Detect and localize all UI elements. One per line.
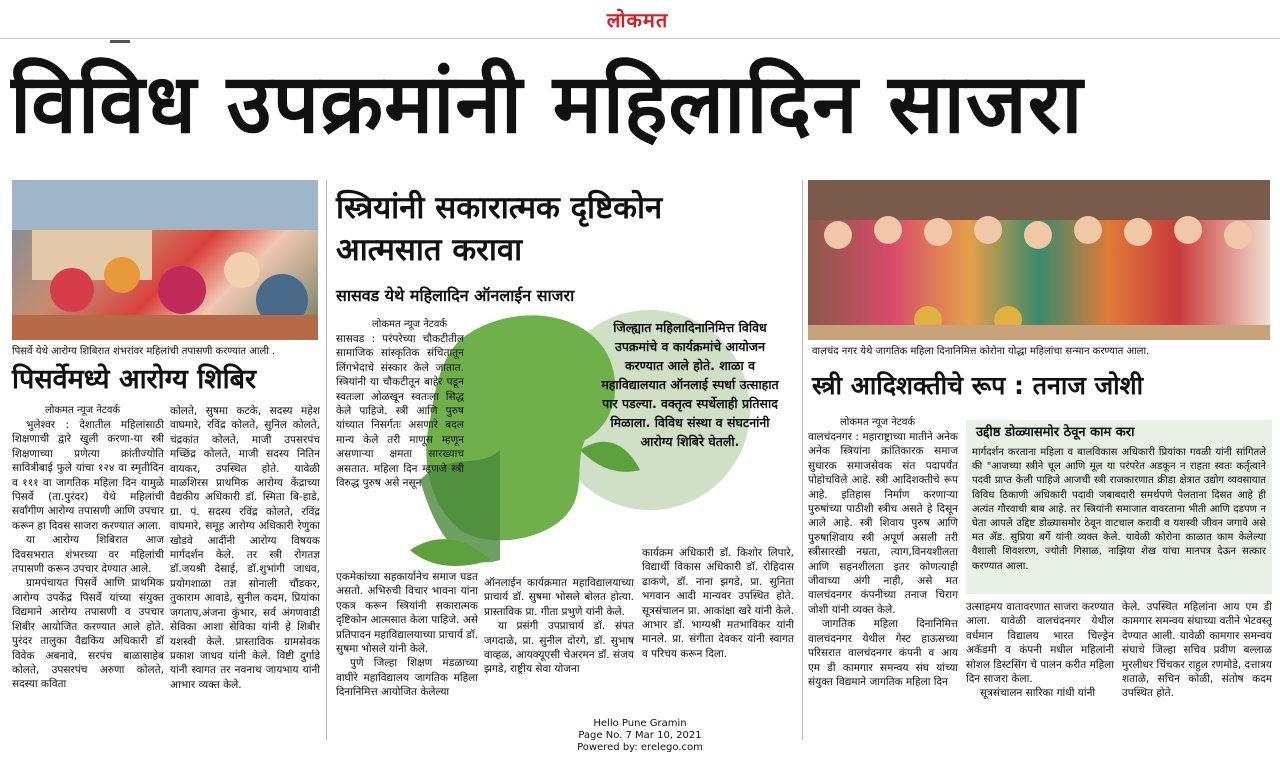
center-title-line-1: स्त्रियांनी सकारात्मक दृष्टिकोन (336, 190, 663, 226)
highlight-box-title: उद्दीष्ठ डोळ्यासमोर ठेवून काम करा (976, 425, 1135, 440)
left-paragraph: ग्रामपंचायत पिसर्वे आणि प्राथमिक आरोग्य उपकेंद्र पिसर्वे यांच्या संयुक्त विद्यमाने आरोग्य तपासणी व उपचार शिबीर आयोजित करण्यात आले होते. पुरंदर तालुका वैद्यकिय अधिकारी डॉ विवेक अबनावे, सरपंच बाळासाहेब कोलते, उपसरपंच अरुणा कोलते, सदस्या कविता (12, 577, 164, 691)
center-title-line-2: आत्मसात करावा (336, 232, 523, 268)
left-column-2 (170, 404, 320, 740)
center-paragraph: एकमेकांच्या सहकार्यानेच समाज घडत असतो. अभिरुची विचार भावना यांना एकत्र करून स्त्रियांनी सकारात्मक दृष्टिकोन आत्मसात केला पाहिजे. असे प्रतिपादन महाविद्यालयाच्या प्राचार्य डॉ. सुषमा भोसले यांनी केले. (336, 571, 478, 656)
right-paragraph: केले. उपस्थित महिलांना आय एम डी कामगार समन्वय संघाच्या वतीने भेटवस्तू देण्यात आली. यावेळी कामगार समन्वय संघाचे जिल्हा सचिव प्रवीण बल्लाळ मुरलीधर चिंचकर राहुल रणमोडे, दत्तात्रय शताळे, सचिन कोळी, संतोष कदम उपस्थित होते. (1122, 601, 1272, 700)
center-paragraph: सासवड : परंपरेच्या चौकटीतील सामाजिक सांस्कृतिक संचितातून लिंगभेदाचे संस्कार केले जातात. स्त्रियांनी या चौकटीतून बाहेर पडून स्वतःला ओळखून स्वतःला सिद्ध केले पाहिजे. स्त्री आणि पुरुष यांच्यात निसर्गतः असणारे बदल मान्य केले तरी माणूस म्हणून असणाऱ्या क्षमता सारख्याच असतात. महिला दिन म्हणजे स्त्री विरुद्ध पुरुष असे नसून (336, 333, 464, 490)
left-article-title: पिसर्वेमध्ये आरोग्य शिबिर (12, 364, 257, 395)
left-byline: लोकमत न्यूज नेटवर्क (45, 405, 121, 416)
center-paragraph: ऑनलाईन कार्यक्रमात महाविद्यालयाच्या प्राचार्य डॉ. सुषमा भोसले बोलत होत्या. प्रास्ताविक प्रा. गीता प्रभुणे यांनी केले. (484, 577, 634, 618)
column-divider (326, 180, 327, 740)
page-headline: विविध उपक्रमांनी महिलादिन साजरा (10, 57, 1084, 152)
right-column-3 (1122, 600, 1272, 740)
left-paragraph: या आरोग्य शिबिरात आज दिवसभरात शंभरच्या वर महिलांची तपासणी करून उपचार देण्यात आले. (12, 534, 164, 576)
center-paragraph: या प्रसंगी उपप्राचार्य डॉ. संपत जगदाळे, प्रा. सुनील दोरगे, डॉ. सुभाष वाव्हळ, आयक्यूएसी चेअरमन डॉ. संजय झगडे, राष्ट्रीय सेवा योजना (484, 620, 634, 676)
center-byline: लोकमत न्यूज नेटवर्क (372, 319, 448, 330)
page-footer (540, 718, 740, 754)
center-subtitle: सासवड येथे महिलादिन ऑनलाईन साजरा (336, 286, 575, 305)
women-honour-photo-art (808, 180, 1270, 340)
health-camp-caption: पिसर्वे येथे आरोग्य शिबिरात शंभरांवर महिलांची तपासणी करण्यात आली . (12, 346, 276, 357)
right-paragraph: सूत्रसंचालन सारिका गांधी यांनी (980, 687, 1096, 700)
lokmat-logo: लोकमत (606, 8, 669, 32)
masthead (0, 0, 1280, 39)
health-camp-photo (12, 180, 318, 340)
center-callout: जिल्ह्यात महिलादिनानिमित्त विविध उपक्रमांचे व कार्यक्रमांचे आयोजन करण्यात आले होते. शाळा व महाविद्यालयात ऑनलाई स्पर्धा उत्साहात पार पडल्या. वक्तृत्व स्पर्धेलाही प्रतिसाद मिळाला. विविध संस्था व संघटनांनी आरोग्य शिबिरे घेतली. (601, 320, 779, 449)
decorative-rule (110, 40, 130, 43)
right-paragraph: वालचंदनगर : महाराष्ट्राच्या मातीने अनेक अनेक स्त्रियांना क्रांतिकारक समाज सुधारक समाजसेवक संत पदापर्यंत पोहोचविले आहे. स्त्री आदिशक्तीचे रूप आहे. इतिहास निर्माण करणाऱ्या पुरुषांच्या पाठीशी स्त्रीच असते हे दिसून आले आहे. स्त्री शिवाय पुरुष आणि पुरुषाशिवाय स्त्री अपूर्ण असली तरी स्त्रीसारखी नम्रता, त्याग,विनयशीलता आणि सहनशीलता इतर कोणत्याही जीवाच्या अंगी नाही, असे मत वालचंदनगर कंपनीच्या तनाज चिराग जोशी यांनी व्यक्त केले. (808, 431, 958, 616)
right-paragraph: जागतिक महिला दिनानिमित्त वालचंदनगर येथील गेस्ट हाऊसच्या परिसरात वालचंदनगर कंपनी व आय एम डी कामगार समन्वय संघ यांच्या संयुक्त विद्यमाने जागतिक महिला दिन (808, 618, 958, 688)
right-paragraph: उत्साहमय वातावरणात साजरा करण्यात आला. यावेळी वालचंदनगर येथील वर्धमान विद्यालय भारत चिल्ड्रेन अकॅडमी व कंपनी मधील महिलांनी सोशल डिस्टसिंग चे पालन करीत महिला दिन साजरा केला. (966, 601, 1114, 686)
right-article-title: स्त्री आदिशक्तीचे रूप : तनाज जोशी (812, 371, 1144, 400)
center-column-2 (484, 576, 634, 740)
footer-page-date: Page No. 7 Mar 10, 2021 (578, 730, 702, 741)
center-column-1 (336, 332, 464, 570)
center-paragraph: कार्यक्रम अधिकारी डॉ. किशोर लिपारे, विद्यार्थी विकास अधिकारी डॉ. रोहिदास ढाकणे, डॉ. नाना झगडे, प्रा. सुनिता भगवान आदी मान्यवर उपस्थित होते. सूत्रसंचालन प्रा. आकांक्षा खरे यांनी केले. आभार डॉ. भाग्यश्री मतभाविकर यांनी मानले. प्रा. संगीता देवकर यांनी स्वागत व परिचय करून दिला. (642, 547, 794, 660)
right-byline: लोकमत न्यूज नेटवर्क (840, 417, 916, 428)
left-paragraph: भुलेश्वर : देशातील महिलांसाठी शिक्षणाची द्वारे खुली करणा-या स्त्री शिक्षणाच्या प्रणेत्या क्रांतीज्योति सावित्रीबाई फुले यांचा १२४ वा स्मृतीदिन व १११ वा जागतिक महिला दिन यामुळे पिसर्वे (ता.पुरंदर) येथे महिलांची सर्वांगीण आरोग्य तपासणी आणि उपचार करून हा दिवस साजरा करण्यात आला. (12, 419, 164, 532)
left-column-1 (12, 418, 164, 740)
column-divider (802, 180, 803, 740)
right-column-1 (808, 430, 958, 740)
center-column-1b (336, 570, 478, 740)
women-honour-photo (808, 180, 1270, 340)
footer-powered-by: Powered by: erelego.com (577, 742, 703, 753)
highlight-box-text: मार्गदर्शन करताना महिला व बालविकास अधिकारी प्रियांका गवळी यांनी सांगितले की "आजच्या स्त्रीने चूल आणि मूल या परंपरेत अडकून न राहता स्वतः कर्तृत्वाने पदवी प्राप्त केली पाहिजे आजची स्त्री राजकारणात क्रीडा क्षेत्रात उद्योग व्यवसायात विविध ठिकाणी अधिकारी पदावी जबाबदारी समर्थपणे पेलताना दिसत आहे ही अत्यंत गौरवाची बाब आहे. तर स्त्रियांनी समाजात वावरताना भीती आणि दडपण न घेता आपले उद्दिष्ट डोळ्यासमोर ठेवून वाटचाल करावी व यशस्वी जीवन जगावे असे मत ॲड. सुप्रिया बर्गे यांनी व्यक्त केले. यावेळी कोरोना काळात काम केलेल्या वैशाली शिवशरण, ज्योती गिसाळ, नाझिया शेख यांचा मानपत्र देऊन सत्कार करण्यात आला. (972, 447, 1266, 572)
center-paragraph: पुणे जिल्हा शिक्षण मंडळाच्या वाघीरे महाविद्यालय जागतिक महिला दिनानिमित्त आयोजित केलेल्या (336, 657, 478, 699)
women-honour-caption: वालचंद नगर येथे जागतिक महिला दिनानिमित्त कोरोना योद्धा महिलांचा सन्मान करण्यात आला. (812, 346, 1150, 357)
center-column-3 (642, 546, 794, 740)
left-paragraph: कोलते, सुषमा कटके, सदस्य महेश वाघमारे, रविंद्र कोलते, सुनिल कोलते, चंद्रकांत कोलते, माजी उपसरपंच मच्छिंद्र कोलते, माजी सदस्य नितिन वायकर, उपस्थित होते. यावेळी माळशिरस प्राथमिक आरोग्य केंद्राच्या वैद्यकीय अधिकारी डॉ. स्मिता बि-हाडे, ग्रा. पं. सदस्य रविंद्र कोलते, रविंद्र वाघमारे, समूह आरोग्य अधिकारी रेणुका खोडवे आदींनी आरोग्य विषयक मार्गदर्शन केले. तर स्त्री रोगतज्ञ डॉ.जयश्री देसाई, डॉ.शुभांगी जाधव, प्रयोगशाळा तज्ञ सोनाली चौंडकर, तुकाराम आवाडे, सुनील कदम, प्रियांका जगताप,अंजना कुंभार, सर्व अंगणवाडी सेविका आशा सेविका यांनी हे शिबीर यशस्वी केले. प्रास्ताविक ग्रामसेवक प्रकाश जाधव यांनी केले. विष्टी दुर्गाडे यांनी स्वागत तर नवनाथ जायभाय यांनी आभार व्यक्त केले. (170, 405, 320, 691)
health-camp-photo-art (12, 180, 318, 340)
footer-edition: Hello Pune Gramin (593, 718, 687, 729)
highlight-box (966, 420, 1272, 594)
right-column-2 (966, 600, 1114, 740)
